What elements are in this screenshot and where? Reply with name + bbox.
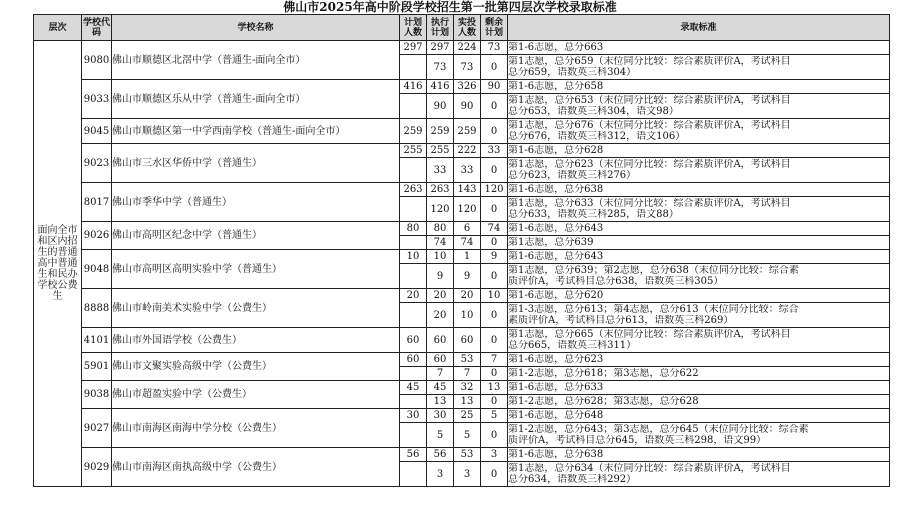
cell-remain: 3 xyxy=(481,448,508,462)
cell-remain: 0 xyxy=(481,303,508,328)
cell-plan: 45 xyxy=(400,381,427,395)
admission-standard xyxy=(508,264,890,289)
cell-exec: 263 xyxy=(427,183,454,197)
school-name: 佛山市三水区华侨中学（普通生） xyxy=(112,144,400,183)
admission-standard xyxy=(508,158,890,183)
school-code: 8888 xyxy=(82,289,112,328)
header-remain: 剩余计划 xyxy=(481,15,508,41)
cell-exec: 30 xyxy=(427,409,454,423)
standard-line: 第1-2志愿，总分628；第3志愿，总分628 xyxy=(508,396,699,407)
page-title: 佛山市2025年高中阶段学校招生第一批第四层次学校录取标准 xyxy=(283,0,617,14)
admission-standard xyxy=(508,94,890,119)
school-name: 佛山市季华中学（普通生） xyxy=(112,183,400,222)
cell-plan: 60 xyxy=(400,328,427,353)
standard-line: 总分653，语数英三科304，语文98） xyxy=(508,106,679,117)
cell-remain: 120 xyxy=(481,183,508,197)
table-row xyxy=(34,183,890,197)
cell-actual: 1 xyxy=(454,250,481,264)
cell-actual: 224 xyxy=(454,41,481,55)
table-row xyxy=(34,41,890,55)
admission-standard xyxy=(508,367,890,381)
table-row xyxy=(34,328,890,353)
table-row xyxy=(34,381,890,395)
cell-actual: 60 xyxy=(454,328,481,353)
cell-exec: 74 xyxy=(427,236,454,250)
cell-exec: 297 xyxy=(427,41,454,55)
cell-exec: 5 xyxy=(427,423,454,448)
header-exec: 执行计划 xyxy=(427,15,454,41)
school-code: 9033 xyxy=(82,80,112,119)
cell-actual: 53 xyxy=(454,353,481,367)
admission-standard xyxy=(508,395,890,409)
standard-line: 第1-2志愿，总分618；第3志愿，总分622 xyxy=(508,368,699,379)
cell-exec: 20 xyxy=(427,303,454,328)
cell-exec: 10 xyxy=(427,250,454,264)
admission-standard xyxy=(508,144,890,158)
standard-line: 第1-6志愿，总分643 xyxy=(508,223,604,234)
standard-line: 质评价A，考试科目总分638，语数英三科305） xyxy=(508,276,724,287)
cell-exec: 13 xyxy=(427,395,454,409)
table-row xyxy=(34,448,890,462)
cell-exec: 73 xyxy=(427,55,454,80)
cell-remain: 73 xyxy=(481,41,508,55)
cell-actual: 74 xyxy=(454,236,481,250)
cell-remain: 7 xyxy=(481,353,508,367)
cell-plan xyxy=(400,236,427,250)
standard-line: 质评价A，考试科目总分645，语数英三科298，语文99） xyxy=(508,435,767,446)
standard-line: 第1-6志愿，总分648 xyxy=(508,410,604,421)
cell-plan xyxy=(400,423,427,448)
cell-plan: 259 xyxy=(400,119,427,144)
cell-actual: 32 xyxy=(454,381,481,395)
school-name: 佛山市岭南美术实验中学（公费生） xyxy=(112,289,400,328)
school-name: 佛山市顺德区第一中学西南学校（普通生-面向全市） xyxy=(112,119,400,144)
cell-actual: 326 xyxy=(454,80,481,94)
cell-actual: 9 xyxy=(454,264,481,289)
cell-actual: 7 xyxy=(454,367,481,381)
admission-table xyxy=(33,14,890,487)
school-code: 9027 xyxy=(82,409,112,448)
cell-remain: 0 xyxy=(481,119,508,144)
standard-line: 总分676，语数英三科312，语文106） xyxy=(508,131,686,142)
standard-line: 总分659，语数英三科304） xyxy=(508,67,637,78)
cell-actual: 5 xyxy=(454,423,481,448)
school-name: 佛山市外国语学校（公费生） xyxy=(112,328,400,353)
cell-actual: 33 xyxy=(454,158,481,183)
standard-line: 第1志愿，总分639；第2志愿，总分638（末位同分比较：综合素 xyxy=(508,265,799,276)
cell-exec: 60 xyxy=(427,353,454,367)
standard-line: 第1-6志愿，总分638 xyxy=(508,184,604,195)
school-name: 佛山市南海区南海中学分校（公费生） xyxy=(112,409,400,448)
header-name: 学校名称 xyxy=(112,15,400,41)
header-code: 学校代码 xyxy=(82,15,112,41)
cell-plan xyxy=(400,197,427,222)
standard-line: 总分634，语数英三科292） xyxy=(508,474,637,485)
standard-line: 第1志愿，总分659（末位同分比较：综合素质评价A，考试科目 xyxy=(508,56,791,67)
cell-remain: 0 xyxy=(481,94,508,119)
cell-plan xyxy=(400,395,427,409)
school-code: 9029 xyxy=(82,448,112,487)
cell-remain: 0 xyxy=(481,462,508,487)
cell-plan xyxy=(400,55,427,80)
cell-remain: 90 xyxy=(481,80,508,94)
admission-standard xyxy=(508,183,890,197)
cell-actual: 20 xyxy=(454,289,481,303)
admission-standard xyxy=(508,353,890,367)
school-name: 佛山市顺德区乐从中学（普通生-面向全市） xyxy=(112,80,400,119)
cell-remain: 10 xyxy=(481,289,508,303)
standard-line: 第1志愿，总分639 xyxy=(508,237,594,248)
cell-plan xyxy=(400,94,427,119)
cell-plan: 263 xyxy=(400,183,427,197)
cell-exec: 80 xyxy=(427,222,454,236)
cell-remain: 13 xyxy=(481,381,508,395)
admission-standard xyxy=(508,119,890,144)
table-row xyxy=(34,409,890,423)
cell-exec: 255 xyxy=(427,144,454,158)
header-plan: 计划人数 xyxy=(400,15,427,41)
cell-plan xyxy=(400,303,427,328)
cell-exec: 33 xyxy=(427,158,454,183)
cell-remain: 0 xyxy=(481,423,508,448)
category-cell: 面向全市和区内招生的普通高中普通生和民办学校公费生 xyxy=(34,41,82,487)
cell-exec: 259 xyxy=(427,119,454,144)
cell-remain: 0 xyxy=(481,55,508,80)
standard-line: 总分623，语数英三科276） xyxy=(508,170,637,181)
table-row xyxy=(34,144,890,158)
cell-plan xyxy=(400,264,427,289)
cell-actual: 13 xyxy=(454,395,481,409)
school-name: 佛山市顺德区北滘中学（普通生-面向全市） xyxy=(112,41,400,80)
cell-actual: 53 xyxy=(454,448,481,462)
standard-line: 第1-2志愿，总分643；第3志愿，总分645（末位同分比较：综合素 xyxy=(508,424,809,435)
standard-line: 总分633，语数英三科285，语文88） xyxy=(508,209,679,220)
cell-actual: 6 xyxy=(454,222,481,236)
admission-standard xyxy=(508,197,890,222)
cell-remain: 0 xyxy=(481,328,508,353)
cell-exec: 120 xyxy=(427,197,454,222)
table-row xyxy=(34,80,890,94)
table-row xyxy=(34,250,890,264)
cell-remain: 0 xyxy=(481,395,508,409)
cell-plan: 30 xyxy=(400,409,427,423)
cell-actual: 259 xyxy=(454,119,481,144)
standard-line: 第1-6志愿，总分623 xyxy=(508,354,604,365)
cell-remain: 0 xyxy=(481,264,508,289)
admission-standard xyxy=(508,409,890,423)
school-code: 4101 xyxy=(82,328,112,353)
cell-remain: 74 xyxy=(481,222,508,236)
cell-plan xyxy=(400,158,427,183)
standard-line: 第1志愿，总分653（末位同分比较：综合素质评价A，考试科目 xyxy=(508,95,791,106)
standard-line: 第1志愿，总分676（末位同分比较：综合素质评价A，考试科目 xyxy=(508,120,791,131)
admission-standard xyxy=(508,236,890,250)
school-code: 9038 xyxy=(82,381,112,409)
cell-actual: 143 xyxy=(454,183,481,197)
cell-actual: 73 xyxy=(454,55,481,80)
school-name: 佛山市高明区纪念中学（普通生） xyxy=(112,222,400,250)
school-name: 佛山市高明区高明实验中学（普通生） xyxy=(112,250,400,289)
admission-standard xyxy=(508,289,890,303)
standard-line: 第1-6志愿，总分658 xyxy=(508,81,604,92)
admission-standard xyxy=(508,41,890,55)
cell-plan: 416 xyxy=(400,80,427,94)
header-actual: 实投人数 xyxy=(454,15,481,41)
school-name: 佛山市南海区南执高级中学（公费生） xyxy=(112,448,400,487)
cell-plan: 56 xyxy=(400,448,427,462)
admission-standard xyxy=(508,423,890,448)
school-code: 9026 xyxy=(82,222,112,250)
table-row xyxy=(34,353,890,367)
standard-line: 第1-6志愿，总分620 xyxy=(508,290,604,301)
admission-standard xyxy=(508,303,890,328)
cell-plan xyxy=(400,367,427,381)
standard-line: 第1-6志愿，总分628 xyxy=(508,145,604,156)
cell-remain: 0 xyxy=(481,236,508,250)
table-row xyxy=(34,119,890,144)
cell-exec: 9 xyxy=(427,264,454,289)
school-code: 5901 xyxy=(82,353,112,381)
admission-standard xyxy=(508,250,890,264)
school-code: 9080 xyxy=(82,41,112,80)
table-row xyxy=(34,222,890,236)
cell-plan: 80 xyxy=(400,222,427,236)
school-name: 佛山市超盈实验中学（公费生） xyxy=(112,381,400,409)
cell-exec: 56 xyxy=(427,448,454,462)
cell-exec: 90 xyxy=(427,94,454,119)
cell-actual: 25 xyxy=(454,409,481,423)
cell-actual: 10 xyxy=(454,303,481,328)
cell-exec: 7 xyxy=(427,367,454,381)
school-code: 9045 xyxy=(82,119,112,144)
admission-standard xyxy=(508,222,890,236)
cell-plan xyxy=(400,462,427,487)
cell-actual: 3 xyxy=(454,462,481,487)
cell-exec: 3 xyxy=(427,462,454,487)
table-header-row xyxy=(34,15,890,41)
cell-remain: 5 xyxy=(481,409,508,423)
cell-exec: 20 xyxy=(427,289,454,303)
school-code: 9023 xyxy=(82,144,112,183)
cell-plan: 20 xyxy=(400,289,427,303)
cell-plan: 60 xyxy=(400,353,427,367)
standard-line: 第1志愿，总分665（末位同分比较：综合素质评价A，考试科目 xyxy=(508,329,791,340)
admission-standard xyxy=(508,448,890,462)
admission-standard xyxy=(508,462,890,487)
cell-plan: 255 xyxy=(400,144,427,158)
cell-actual: 90 xyxy=(454,94,481,119)
admission-standard xyxy=(508,328,890,353)
cell-remain: 0 xyxy=(481,197,508,222)
cell-plan: 297 xyxy=(400,41,427,55)
school-name: 佛山市文聚实验高级中学（公费生） xyxy=(112,353,400,381)
standard-line: 第1-6志愿，总分638 xyxy=(508,449,604,460)
standard-line: 第1-6志愿，总分643 xyxy=(508,251,604,262)
standard-line: 第1志愿，总分633（末位同分比较：综合素质评价A，考试科目 xyxy=(508,198,791,209)
cell-actual: 120 xyxy=(454,197,481,222)
cell-remain: 33 xyxy=(481,144,508,158)
cell-actual: 222 xyxy=(454,144,481,158)
school-code: 8017 xyxy=(82,183,112,222)
admission-standard xyxy=(508,55,890,80)
standard-line: 第1-3志愿，总分613；第4志愿，总分613（末位同分比较：综合 xyxy=(508,304,799,315)
standard-line: 第1-6志愿，总分633 xyxy=(508,382,604,393)
standard-line: 第1-6志愿，总分663 xyxy=(508,42,604,53)
cell-remain: 9 xyxy=(481,250,508,264)
cell-exec: 416 xyxy=(427,80,454,94)
cell-exec: 60 xyxy=(427,328,454,353)
cell-remain: 0 xyxy=(481,367,508,381)
cell-exec: 45 xyxy=(427,381,454,395)
cell-plan: 10 xyxy=(400,250,427,264)
school-code: 9048 xyxy=(82,250,112,289)
table-row xyxy=(34,289,890,303)
header-standard: 录取标准 xyxy=(508,15,890,41)
admission-standard xyxy=(508,381,890,395)
admission-standard xyxy=(508,80,890,94)
cell-remain: 0 xyxy=(481,158,508,183)
standard-line: 总分665，语数英三科311） xyxy=(508,340,637,351)
header-level: 层次 xyxy=(34,15,82,41)
standard-line: 第1志愿，总分634（末位同分比较：综合素质评价A，考试科目 xyxy=(508,463,791,474)
standard-line: 第1志愿，总分623（末位同分比较：综合素质评价A，考试科目 xyxy=(508,159,791,170)
standard-line: 素质评价A，考试科目总分613，语数英三科269） xyxy=(508,315,734,326)
